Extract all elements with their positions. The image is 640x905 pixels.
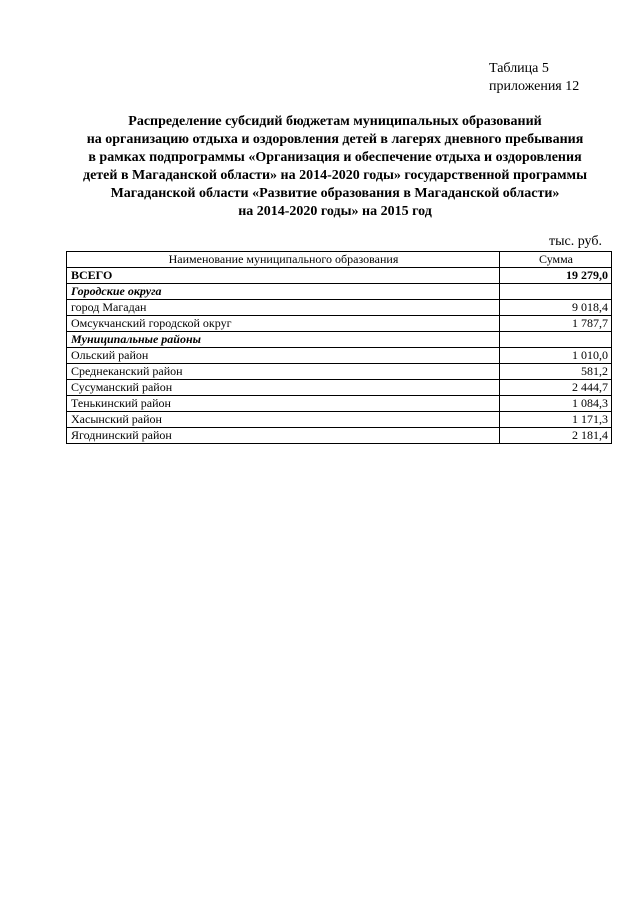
title-line: Распределение субсидий бюджетам муниципальных образований — [128, 114, 542, 129]
row-sum-cell: 2 444,7 — [500, 380, 612, 396]
row-sum-cell: 9 018,4 — [500, 300, 612, 316]
unit-label: тыс. руб. — [549, 234, 602, 249]
row-name-cell: Хасынский район — [67, 412, 500, 428]
table-row — [67, 412, 612, 428]
row-name-cell: город Магадан — [67, 300, 500, 316]
header-name-cell: Наименование муниципального образования — [67, 252, 500, 268]
annex-appendix-number: приложения 12 — [489, 79, 580, 94]
row-name-cell: Ольский район — [67, 348, 500, 364]
total-name-cell: ВСЕГО — [67, 268, 500, 284]
subsidy-table — [66, 251, 612, 444]
document-title — [50, 113, 620, 221]
header-sum-cell: Сумма — [500, 252, 612, 268]
title-line: Магаданской области «Развитие образования в Магаданской области» — [110, 186, 560, 201]
annex-table-number: Таблица 5 — [489, 61, 549, 76]
group-row-urban-districts — [67, 284, 612, 300]
row-sum-cell: 1 084,3 — [500, 396, 612, 412]
table-row — [67, 380, 612, 396]
row-sum-cell: 1 171,3 — [500, 412, 612, 428]
group-sum-cell — [500, 284, 612, 300]
table-row — [67, 364, 612, 380]
title-line: на 2014-2020 годы» на 2015 год — [238, 204, 432, 219]
table-row — [67, 348, 612, 364]
group-label-cell: Муниципальные районы — [67, 332, 500, 348]
total-sum-cell: 19 279,0 — [500, 268, 612, 284]
row-name-cell: Среднеканский район — [67, 364, 500, 380]
row-name-cell: Омсукчанский городской округ — [67, 316, 500, 332]
row-sum-cell: 581,2 — [500, 364, 612, 380]
title-line: на организацию отдыха и оздоровления детей в лагерях дневного пребывания — [86, 132, 584, 147]
total-row — [67, 268, 612, 284]
table-row — [67, 396, 612, 412]
table-row — [67, 316, 612, 332]
row-sum-cell: 1 010,0 — [500, 348, 612, 364]
title-line: в рамках подпрограммы «Организация и обеспечение отдыха и оздоровления — [88, 150, 582, 165]
row-sum-cell: 1 787,7 — [500, 316, 612, 332]
row-name-cell: Сусуманский район — [67, 380, 500, 396]
title-line: детей в Магаданской области» на 2014-2020 годы» государственной программы — [83, 168, 587, 183]
row-name-cell: Тенькинский район — [67, 396, 500, 412]
annex-reference — [489, 60, 579, 96]
group-sum-cell — [500, 332, 612, 348]
group-row-municipal-districts — [67, 332, 612, 348]
group-label-cell: Городские округа — [67, 284, 500, 300]
table-row — [67, 300, 612, 316]
table-row — [67, 428, 612, 444]
row-name-cell: Ягоднинский район — [67, 428, 500, 444]
table-header-row — [67, 252, 612, 268]
row-sum-cell: 2 181,4 — [500, 428, 612, 444]
